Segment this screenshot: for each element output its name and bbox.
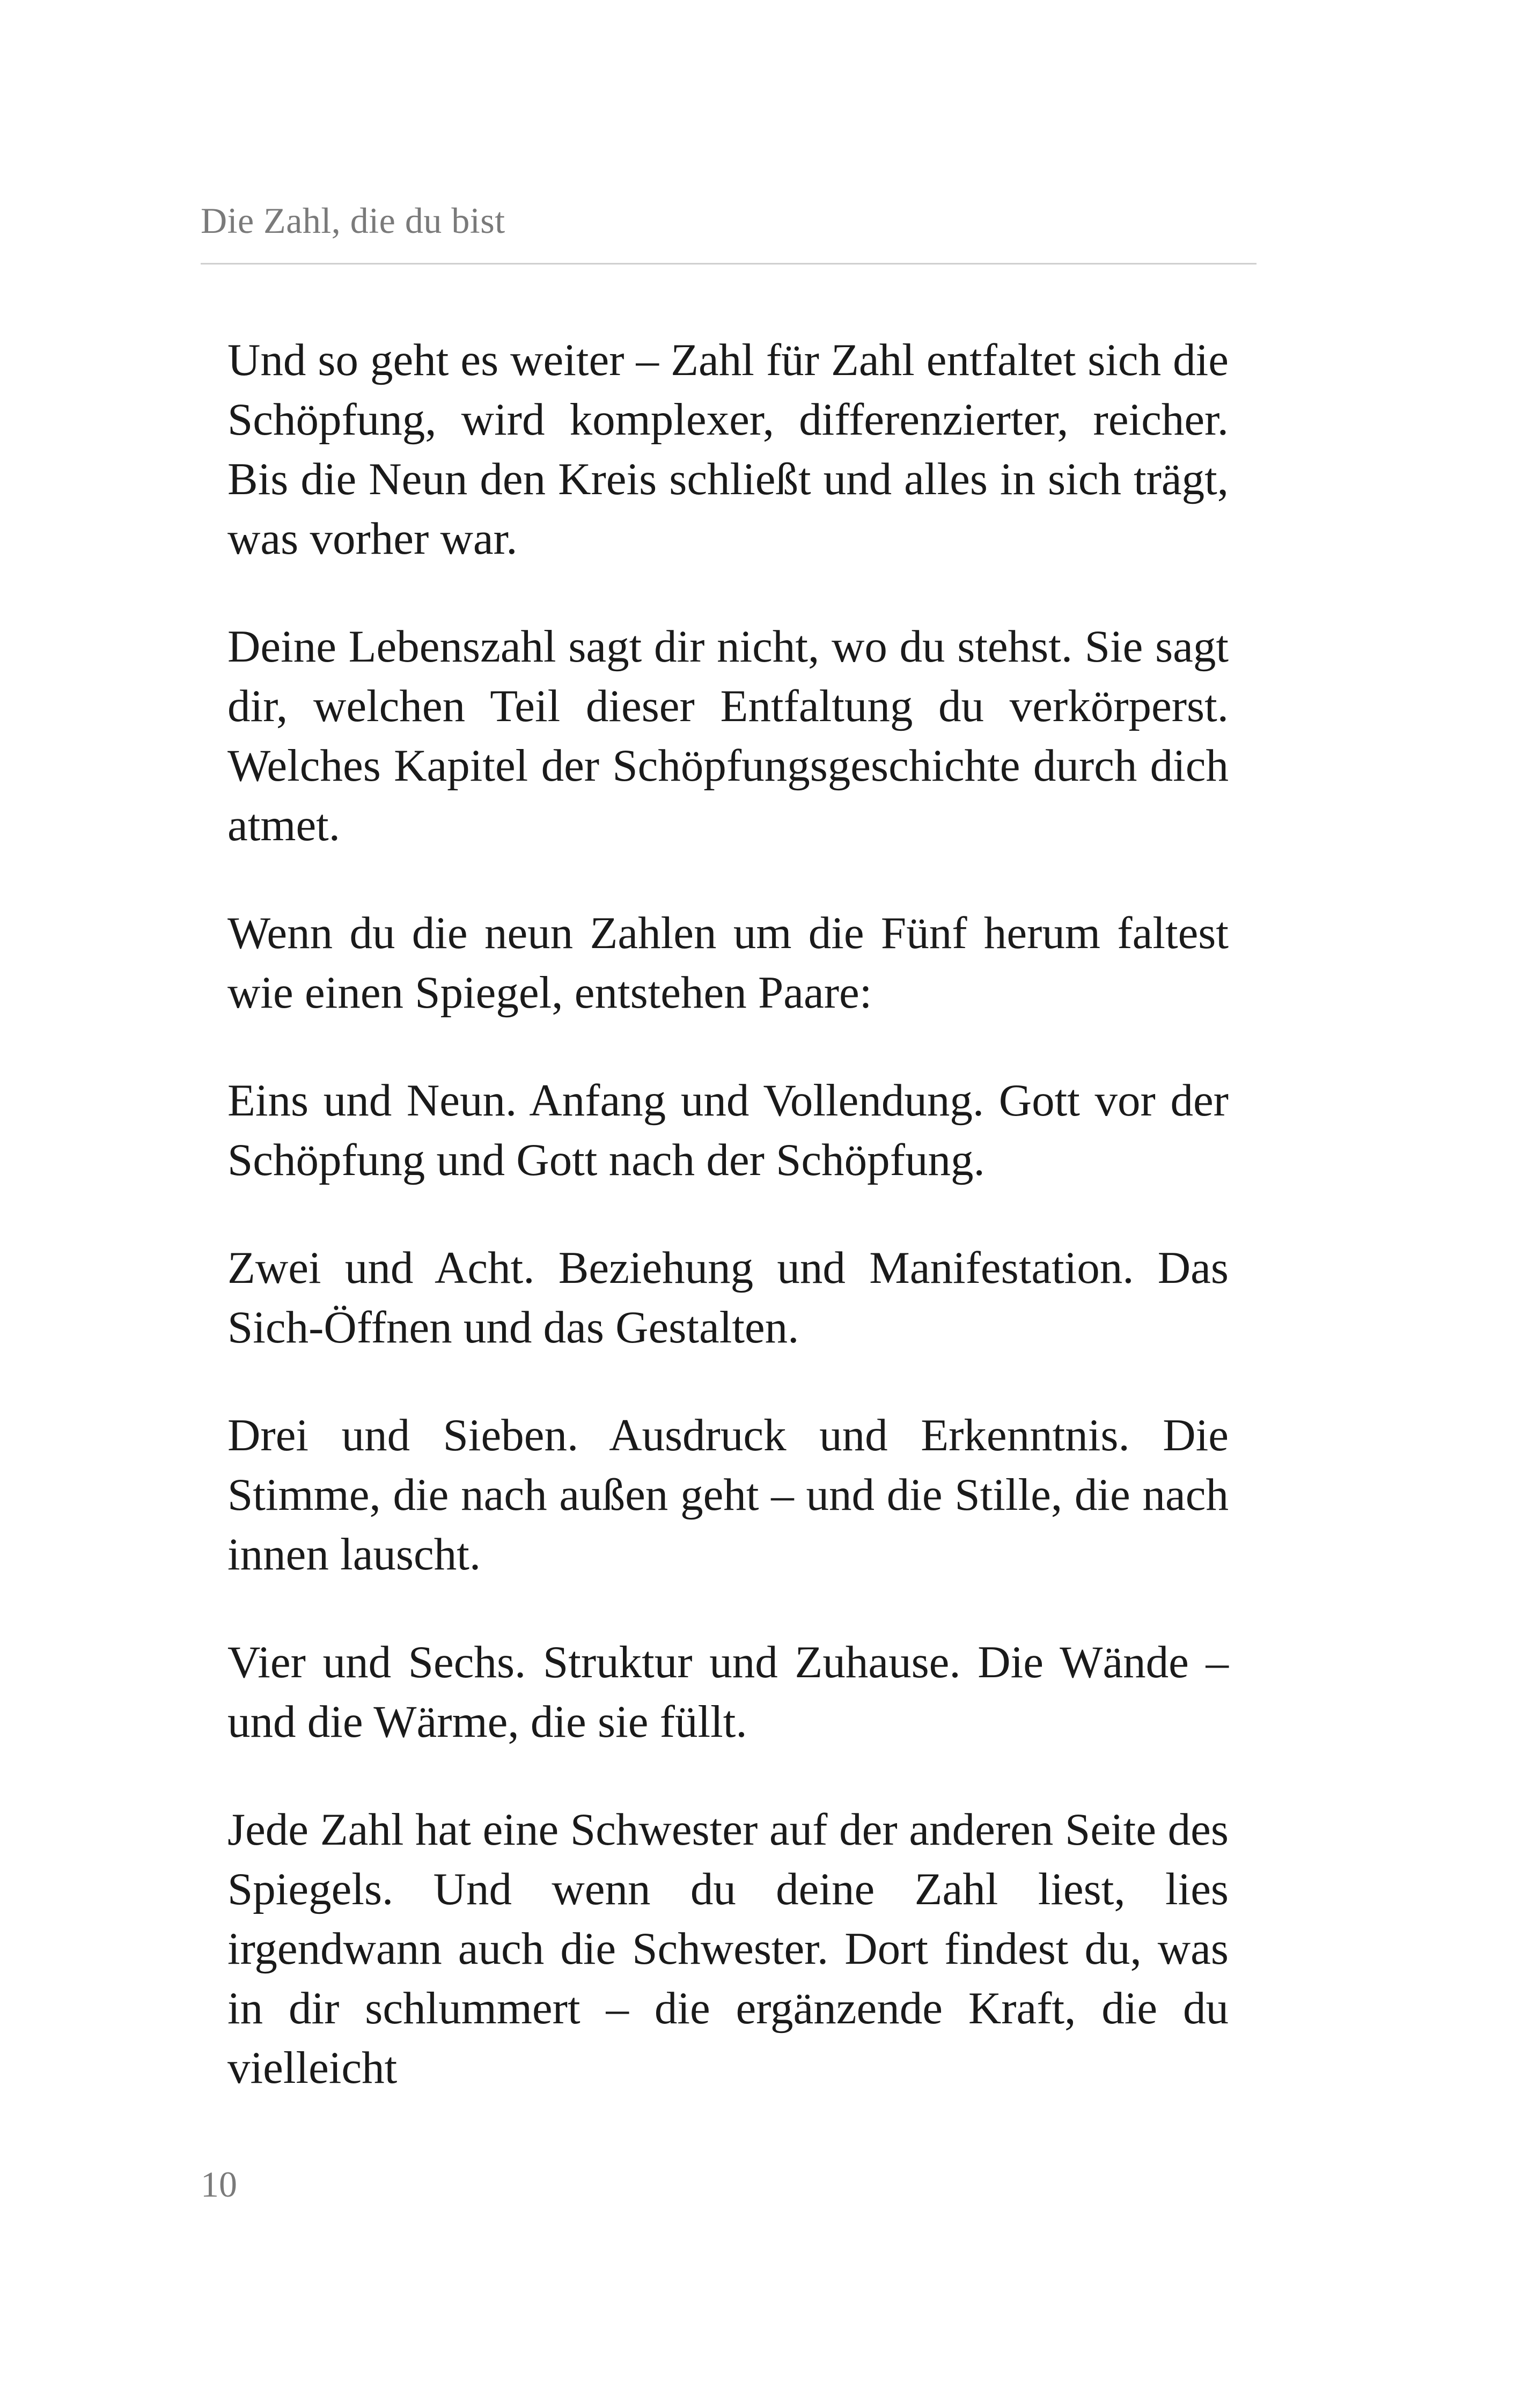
- page-number: 10: [201, 2164, 237, 2205]
- paragraph: Vier und Sechs. Struktur und Zuhause. Die Wände – und die Wärme, die sie füllt.: [227, 1637, 1229, 1747]
- paragraph: Drei und Sieben. Ausdruck und Erkenntnis. Die Stimme, die nach außen geht – und die Stille, die nach innen lauscht.: [227, 1410, 1229, 1580]
- header-rule: [201, 263, 1257, 265]
- paragraph: Deine Lebenszahl sagt dir nicht, wo du stehst. Sie sagt dir, welchen Teil dieser Entfaltung du verkörperst. Welches Kapitel der Schöpfungsgeschichte durch dich atmet.: [227, 621, 1229, 850]
- paragraph: Zwei und Acht. Beziehung und Manifestation. Das Sich-Öffnen und das Gestalten.: [227, 1243, 1229, 1353]
- paragraph: Wenn du die neun Zahlen um die Fünf herum faltest wie einen Spiegel, entstehen Paare:: [227, 908, 1229, 1018]
- paragraph: Jede Zahl hat eine Schwester auf der anderen Seite des Spiegels. Und wenn du deine Zahl liest, lies irgendwann auch die Schwester. Dort findest du, was in dir schlummert – die ergänzende Kraft, die du vielleicht: [227, 1804, 1229, 2093]
- paragraph: Eins und Neun. Anfang und Vollendung. Gott vor der Schöpfung und Gott nach der Schöpfung.: [227, 1075, 1229, 1185]
- body-text: [227, 331, 1229, 2098]
- paragraph: Und so geht es weiter – Zahl für Zahl entfaltet sich die Schöpfung, wird komplexer, differenzierter, reicher. Bis die Neun den Kreis schließt und alles in sich trägt, was vorher war.: [227, 335, 1229, 564]
- running-head: Die Zahl, die du bist: [201, 200, 505, 241]
